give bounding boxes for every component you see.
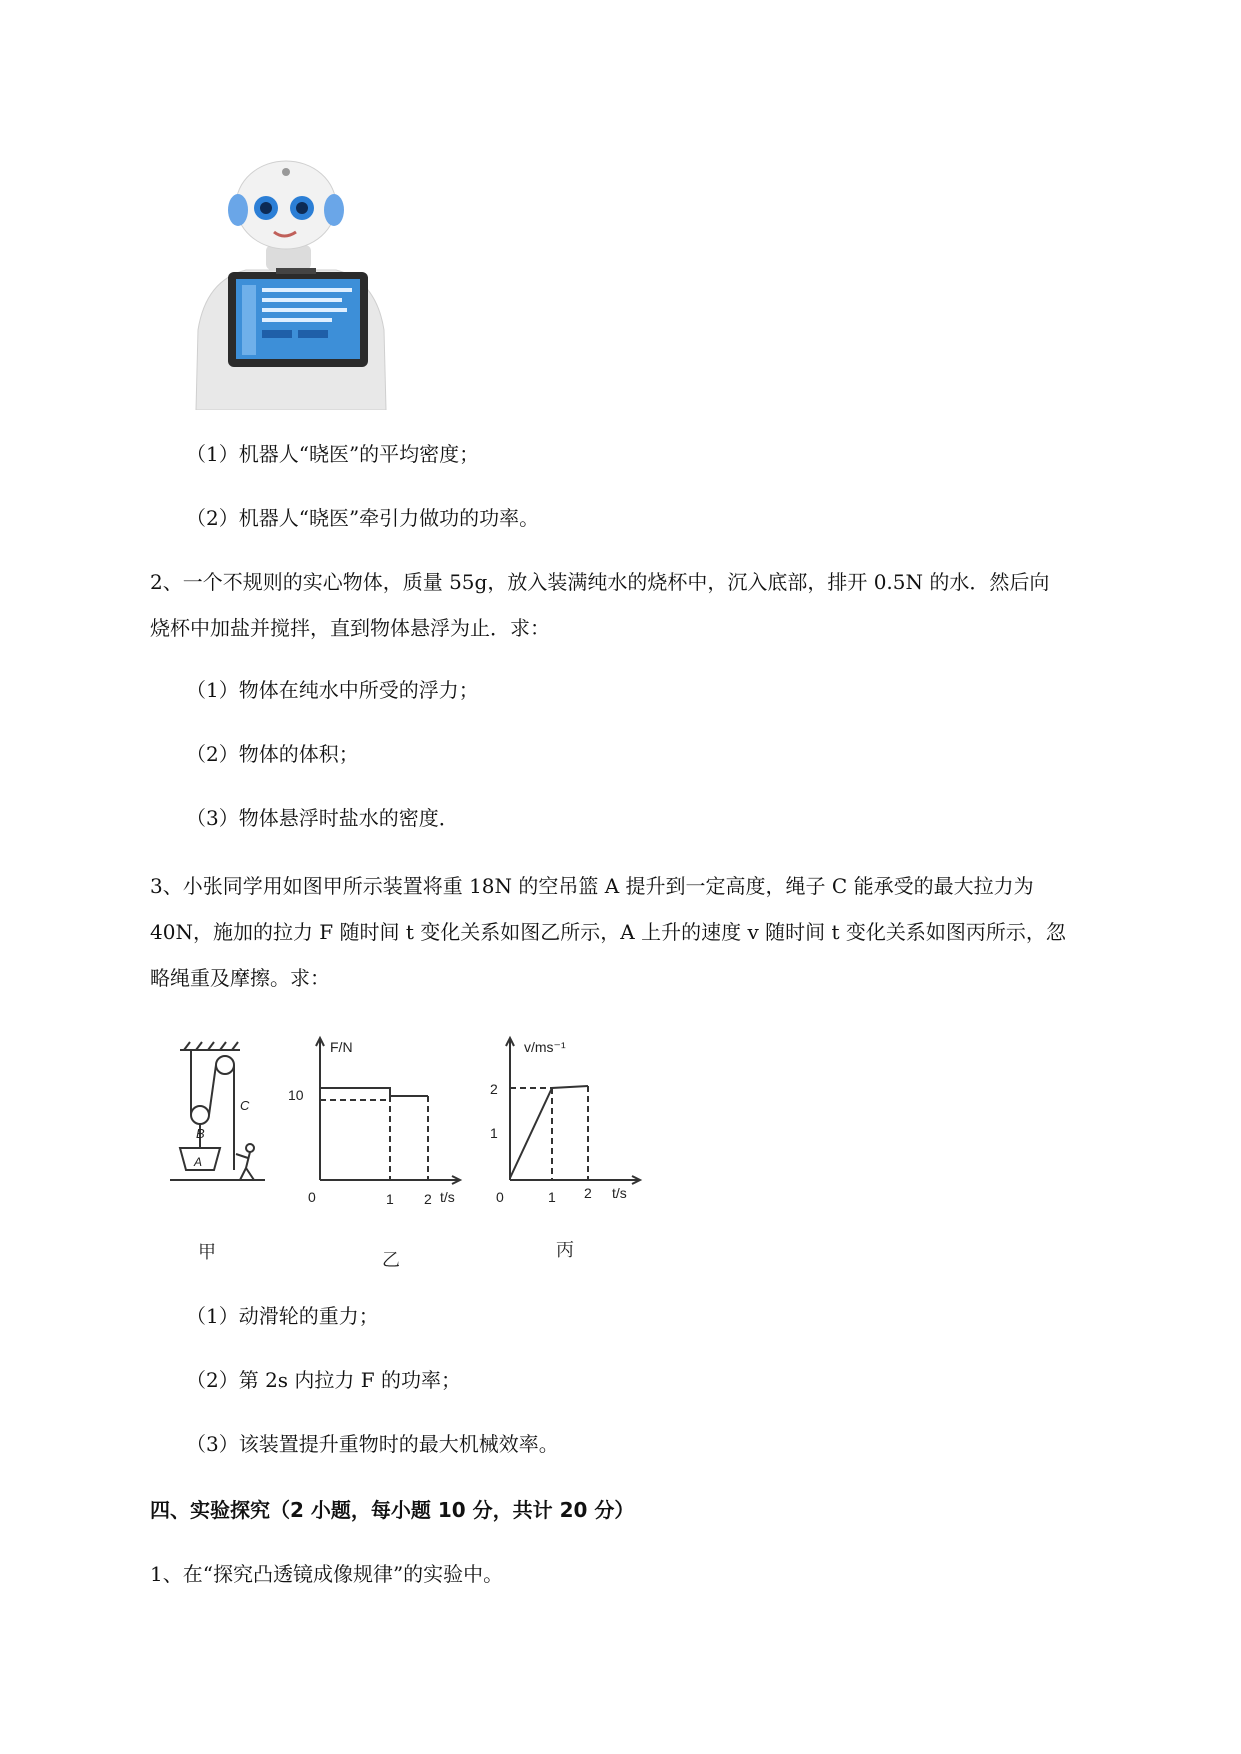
force-time-graph — [316, 1038, 460, 1184]
robot-question-1: （1）机器人“晓医”的平均密度； — [186, 442, 480, 466]
caption-yi: 乙 — [382, 1250, 400, 1270]
yi-origin: 0 — [308, 1189, 316, 1205]
label-c: C — [240, 1098, 250, 1113]
section-4-heading: 四、实验探究（2 小题，每小题 10 分，共计 20 分） — [150, 1498, 635, 1522]
bing-origin: 0 — [496, 1189, 504, 1205]
caption-jia: 甲 — [198, 1242, 216, 1262]
robot-image — [186, 160, 396, 410]
ceiling-hatch — [184, 1042, 190, 1050]
movable-pulley — [191, 1106, 209, 1124]
bing-y-label: v/ms⁻¹ — [524, 1039, 566, 1055]
label-b: B — [196, 1126, 205, 1141]
bing-x-tick-1: 1 — [548, 1189, 556, 1205]
q3-text-line-3: 略绳重及摩擦。求： — [150, 966, 330, 990]
yi-y-label: F/N — [330, 1039, 353, 1055]
force-curve — [320, 1088, 428, 1096]
q2-text-line-1: 2、一个不规则的实心物体，质量 55g，放入装满纯水的烧杯中，沉入底部，排开 0.5N 的水．然后向 — [150, 570, 1050, 594]
q3-sub-1: （1）动滑轮的重力； — [186, 1304, 379, 1328]
bing-x-tick-2: 2 — [584, 1185, 592, 1201]
q3-sub-3: （3）该装置提升重物时的最大机械效率。 — [186, 1432, 559, 1456]
section-4-question-1: 1、在“探究凸透镜成像规律”的实验中。 — [150, 1562, 504, 1586]
q2-sub-3: （3）物体悬浮时盐水的密度． — [186, 806, 459, 830]
robot-question-2: （2）机器人“晓医”牵引力做功的功率。 — [186, 506, 540, 530]
bing-x-label: t/s — [612, 1185, 627, 1201]
velocity-time-graph — [506, 1038, 640, 1184]
caption-bing: 丙 — [556, 1240, 574, 1260]
fixed-pulley — [216, 1056, 234, 1074]
q2-text-line-2: 烧杯中加盐并搅拌，直到物体悬浮为止．求： — [150, 616, 550, 640]
yi-x-tick-2: 2 — [424, 1191, 432, 1207]
label-a: A — [194, 1155, 203, 1169]
yi-x-label: t/s — [440, 1189, 455, 1205]
yi-x-tick-1: 1 — [386, 1191, 394, 1207]
bing-y-tick-1: 1 — [490, 1125, 498, 1141]
q3-text-line-2: 40N，施加的拉力 F 随时间 t 变化关系如图乙所示，A 上升的速度 v 随时间 t 变化关系如图丙所示，忽 — [150, 920, 1066, 944]
q2-sub-1: （1）物体在纯水中所受的浮力； — [186, 678, 479, 702]
q3-figures — [170, 1030, 690, 1290]
bing-y-tick-2: 2 — [490, 1081, 498, 1097]
q3-sub-2: （2）第 2s 内拉力 F 的功率； — [186, 1368, 462, 1392]
person-head — [246, 1144, 254, 1152]
velocity-curve — [510, 1086, 588, 1178]
pulley-diagram — [170, 1042, 265, 1180]
q2-sub-2: （2）物体的体积； — [186, 742, 359, 766]
yi-y-tick-10: 10 — [288, 1087, 304, 1103]
q3-text-line-1: 3、小张同学用如图甲所示装置将重 18N 的空吊篮 A 提升到一定高度，绳子 C 能承受的最大拉力为 — [150, 874, 1034, 898]
